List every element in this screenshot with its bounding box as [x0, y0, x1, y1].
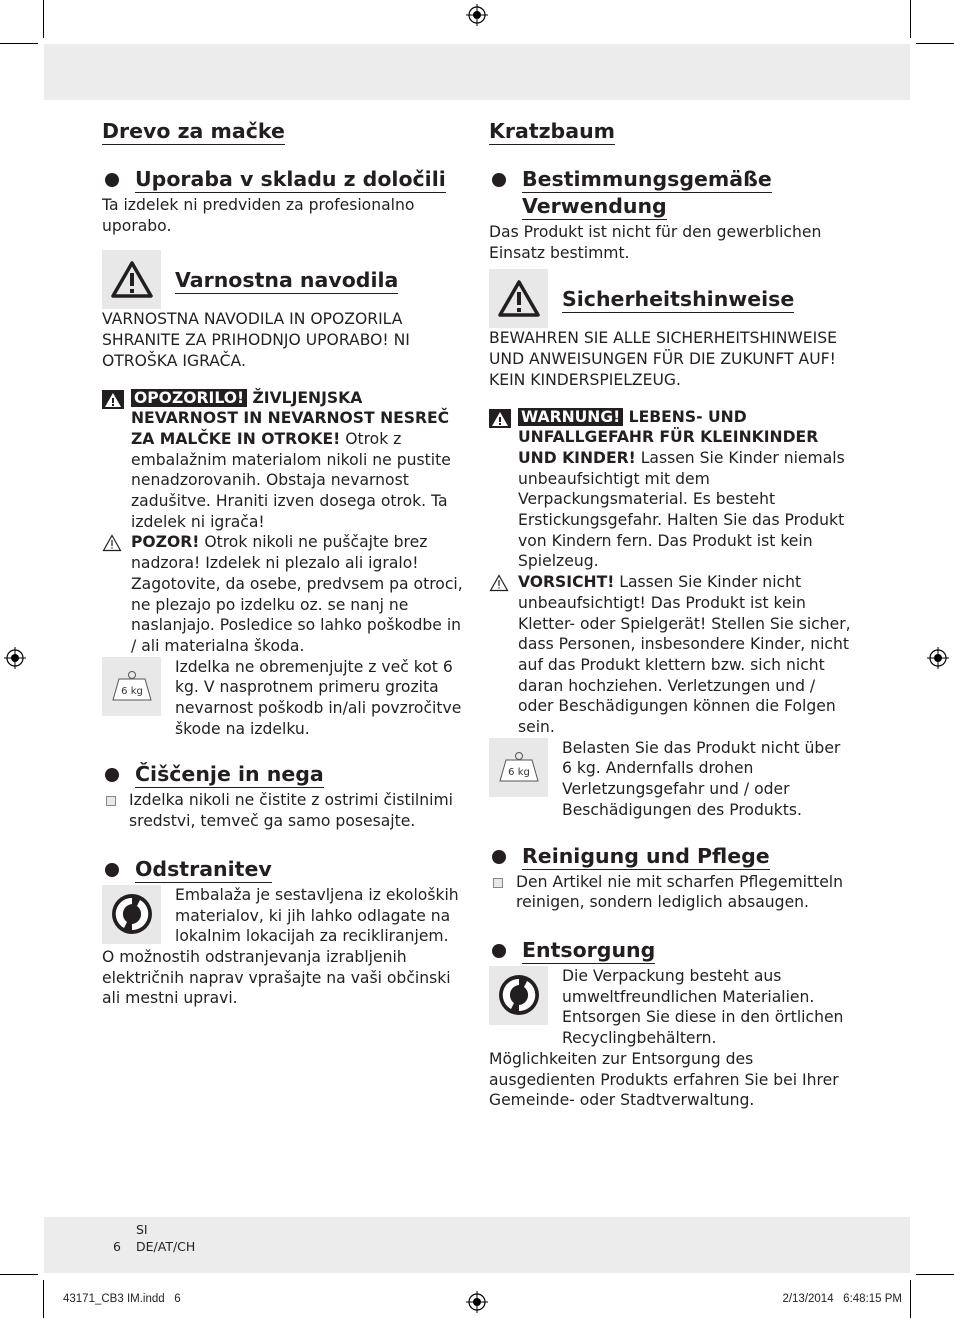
warning-triangle-icon	[489, 269, 548, 328]
warning-triangle-icon	[102, 250, 161, 309]
use-text: Ta izdelek ni predviden za profesionalno uporabo.	[102, 196, 415, 235]
warning-bold: LEBENS- UND UNFALLGEFAHR FÜR KLEINKINDER UND KINDER!	[518, 407, 819, 467]
section-heading-use: Uporaba v skladu z določili	[102, 166, 467, 193]
weight-block	[489, 738, 854, 821]
crop-mark	[0, 43, 38, 44]
care-list-item: Izdelka nikoli ne čistite z ostrimi čistilnimi sredstvi, temveč ga samo posesajte.	[102, 790, 467, 831]
safety-heading-row	[102, 250, 467, 309]
section-heading-disposal: Entsorgung	[489, 937, 854, 964]
registration-mark-icon	[927, 647, 949, 669]
disposal-block	[102, 885, 467, 947]
header-band	[44, 44, 910, 100]
caution-text: Lassen Sie Kinder nicht unbeaufsichtigt! Das Produkt ist kein Kletter- oder Spielgerät! Stellen Sie sicher, dass Personen, insbesondere Kinder, nicht auf das Produkt klettern bzw. sich nicht daran hochziehen. Verletzungen und / oder Beschädigungen können die Folgen sein.	[518, 573, 851, 737]
warning-text: Otrok z embalažnim materialom nikoli ne pustite nenadzorovanih. Obstaja nevarnost zadušitve. Hraniti izven dosega otrok. Ta izdelek ni igrača!	[131, 429, 451, 531]
column-german	[489, 118, 854, 1111]
section-heading-safety: Varnostna navodila	[175, 267, 399, 292]
crop-mark	[0, 1274, 38, 1275]
weight-block	[102, 657, 467, 740]
warning-bold: ŽIVLJENJSKA NEVARNOST IN NEVARNOST NESREČ ZA MALČKE IN OTROKE!	[131, 388, 450, 448]
crop-mark	[916, 43, 954, 44]
bullet-square-icon	[493, 878, 503, 888]
warning-triangle-icon	[489, 409, 511, 428]
bullet-square-icon	[106, 796, 116, 806]
slug-timestamp: 2/13/2014 6:48:15 PM	[782, 1293, 902, 1305]
warning-text: Lassen Sie Kinder niemals unbeaufsichtigt mit dem Verpackungsmaterial. Es besteht Erstickungsgefahr. Halten Sie das Produkt von Kindern fern. Das Produkt ist kein Spielzeug.	[518, 448, 845, 571]
safety-heading-row	[489, 269, 854, 328]
crop-mark	[910, 1280, 911, 1318]
warning-block	[489, 407, 854, 573]
caution-triangle-outline-icon	[102, 534, 122, 552]
slug-file-info: 43171_CB3 IM.indd 6	[63, 1293, 181, 1305]
disposal-text-2: Möglichkeiten zur Entsorgung des ausgedienten Produkts erfahren Sie bei Ihrer Gemeinde- oder Stadtverwaltung.	[489, 1049, 839, 1110]
disposal-text-2: O možnostih odstranjevanja izrabljenih električnih naprav vprašajte na vaši občinski ali mestni upravi.	[102, 947, 451, 1008]
caution-block	[489, 572, 854, 738]
section-heading-disposal: Odstranitev	[102, 856, 467, 883]
crop-mark	[916, 1274, 954, 1275]
warning-tag: OPOZORILO!	[131, 389, 247, 407]
weight-text: Izdelka ne obremenjujte z več kot 6 kg. V nasprotnem primeru grozita nevarnost poškodb in/ali povzročitve škode na izdelku.	[175, 657, 462, 738]
section-heading-care: Reinigung und Pflege	[489, 843, 854, 870]
caution-triangle-outline-icon	[489, 574, 509, 592]
weight-6kg-icon	[102, 657, 161, 716]
weight-label: 6 kg	[507, 767, 530, 779]
disposal-text: Die Verpackung besteht aus umweltfreundlichen Materialien. Entsorgen Sie diese in den örtlichen Recyclingbehältern.	[562, 966, 844, 1048]
document-title: Drevo za mačke	[102, 119, 285, 143]
green-dot-recycling-icon	[489, 966, 548, 1025]
crop-mark	[910, 0, 911, 38]
page-number: 6	[113, 1239, 121, 1254]
crop-mark	[43, 0, 44, 38]
section-heading-use: Bestimmungsgemäße Verwendung	[489, 166, 854, 220]
column-slovenian	[102, 118, 467, 1009]
weight-label: 6 kg	[120, 686, 143, 698]
lang-code-si: SI	[136, 1222, 148, 1237]
caution-text: Otrok nikoli ne puščajte brez nadzora! Izdelek ni plezalo ali igralo! Zagotovite, da osebe, predvsem pa otroci, ne plezajo po izdelku oz. se nanj ne naslanjajo. Posledice so lahko poškodbe in / ali materialna škoda.	[131, 533, 463, 655]
weight-text: Belasten Sie das Produkt nicht über 6 kg. Andernfalls drohen Verletzungsgefahr und / oder Beschädigungen des Produkts.	[562, 738, 841, 819]
care-list-item: Den Artikel nie mit scharfen Pflegemitteln reinigen, sondern lediglich absaugen.	[489, 872, 854, 913]
section-heading-safety: Sicherheitshinweise	[562, 286, 795, 311]
caution-block	[102, 532, 467, 656]
green-dot-recycling-icon	[102, 885, 161, 944]
caution-bold: POZOR!	[131, 533, 200, 552]
document-title: Kratzbaum	[489, 119, 616, 143]
use-text: Das Produkt ist nicht für den gewerblichen Einsatz bestimmt.	[489, 223, 822, 262]
warning-triangle-icon	[102, 390, 124, 409]
safety-intro: BEWAHREN SIE ALLE SICHERHEITSHINWEISE UND ANWEISUNGEN FÜR DIE ZUKUNFT AUF! KEIN KINDERSPIELZEUG.	[489, 329, 837, 389]
lang-code-de: DE/AT/CH	[136, 1239, 196, 1254]
weight-6kg-icon	[489, 738, 548, 797]
registration-mark-icon	[466, 4, 488, 26]
warning-block	[102, 388, 467, 533]
registration-mark-icon	[466, 1291, 488, 1313]
warning-tag: WARNUNG!	[518, 408, 623, 426]
safety-intro: VARNOSTNA NAVODILA IN OPOZORILA SHRANITE ZA PRIHODNJO UPORABO! NI OTROŠKA IGRAČA.	[102, 310, 410, 370]
disposal-block	[489, 966, 854, 1049]
section-heading-care: Čiščenje in nega	[102, 761, 467, 788]
crop-mark	[43, 1280, 44, 1318]
caution-bold: VORSICHT!	[518, 573, 615, 592]
registration-mark-icon	[4, 647, 26, 669]
disposal-text: Embalaža je sestavljena iz ekoloških materialov, ki jih lahko odlagate na lokalnim lokacijah za recikliranjem.	[175, 885, 459, 946]
